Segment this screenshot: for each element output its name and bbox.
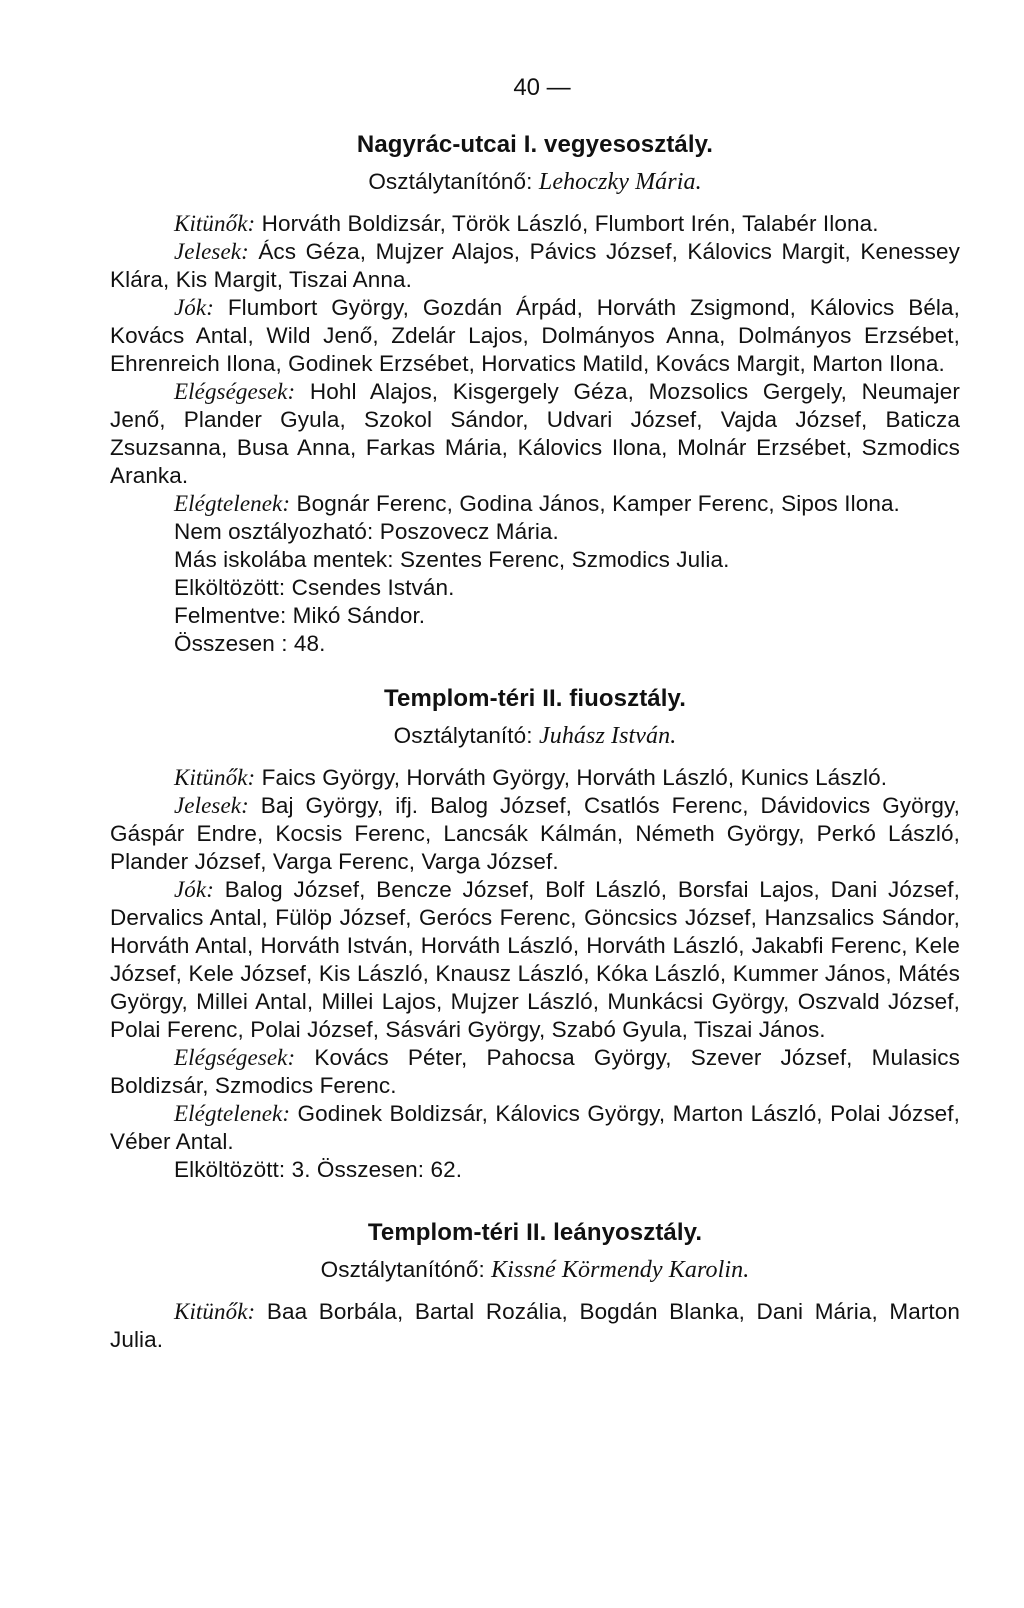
- jok-names: Balog József, Bencze József, Bolf László, Borsfai Lajos, Dani József, Dervalics Antal, Fülöp József, Gerócs Ferenc, Göncsics József, Hanzsalics Sándor, Horváth Antal, Horváth István, Horváth László, Horváth László, Jakabfi Ferenc, Kele József, Kele József, Kis László, Knausz László, Kóka László, Kummer János, Mátés György, Millei Antal, Millei Lajos, Mujzer László, Munkácsi György, Oszvald József, Polai Ferenc, Polai József, Sásvári György, Szabó Gyula, Tiszai János.: [110, 877, 960, 1042]
- page-number: 40 —: [513, 74, 571, 101]
- teacher-label: Osztálytanítónő:: [320, 1257, 485, 1282]
- kitunok-paragraph: [110, 210, 960, 238]
- kitunok-names: Baa Borbála, Bartal Rozália, Bogdán Blanka, Dani Mária, Marton Julia.: [110, 1299, 960, 1352]
- kitunok-names: Faics György, Horváth György, Horváth László, Kunics László.: [261, 765, 888, 790]
- jok-paragraph: [110, 294, 960, 378]
- class-section: [110, 130, 960, 658]
- elegsegesek-names: Kovács Péter, Pahocsa György, Szever József, Mulasics Boldizsár, Szmodics Ferenc.: [110, 1045, 960, 1098]
- jelesek-paragraph: [110, 238, 960, 294]
- elegsegesek-paragraph: [110, 378, 960, 490]
- kitunok-paragraph: [110, 764, 960, 792]
- nem-osztalyozhato-line: Nem osztályozható: Poszovecz Mária.: [174, 519, 559, 544]
- jelesek-names: Baj György, ifj. Balog József, Csatlós Ferenc, Dávidovics György, Gáspár Endre, Kocsis Ferenc, Lancsák Kálmán, Németh György, Perkó László, Plander József, Varga Ferenc, Varga József.: [110, 793, 960, 874]
- osszesen-line: Összesen : 48.: [174, 631, 326, 656]
- mas-iskolaba-line: Más iskolába mentek: Szentes Ferenc, Szmodics Julia.: [174, 547, 730, 572]
- jelesek-label: Jelesek:: [174, 793, 249, 818]
- teacher-name: Kissné Körmendy Karolin.: [491, 1257, 750, 1283]
- elegsegesek-label: Elégségesek:: [174, 1045, 296, 1070]
- elegsegesek-names: Hohl Alajos, Kisgergely Géza, Mozsolics Gergely, Neumajer Jenő, Plander Gyula, Szokol Sándor, Udvari József, Vajda József, Baticza Zsuzsanna, Busa Anna, Farkas Mária, Kálovics Ilona, Molnár Erzsébet, Szmodics Aranka.: [110, 379, 960, 488]
- jelesek-label: Jelesek:: [174, 239, 249, 264]
- elegsegesek-label: Elégségesek:: [174, 379, 296, 404]
- teacher-name: Lehoczky Mária.: [538, 169, 702, 195]
- jok-label: Jók:: [174, 295, 214, 320]
- jok-paragraph: [110, 876, 960, 1044]
- kitunok-label: Kitünők:: [174, 765, 256, 790]
- section-title: Templom-téri II. fiuosztály.: [384, 685, 686, 712]
- elkoltozott-line: Elköltözött: Csendes István.: [174, 575, 455, 600]
- page-body: [110, 130, 960, 1354]
- teacher-label: Osztálytanító:: [393, 723, 533, 748]
- jok-label: Jók:: [174, 877, 214, 902]
- kitunok-label: Kitünők:: [174, 1299, 256, 1324]
- section-title: Templom-téri II. leányosztály.: [367, 1219, 703, 1246]
- kitunok-label: Kitünők:: [174, 211, 256, 236]
- elegtelenek-label: Elégtelenek:: [174, 491, 291, 516]
- section-spacer: [110, 1184, 960, 1218]
- elegtelenek-label: Elégtelenek:: [174, 1101, 291, 1126]
- kitunok-paragraph: [110, 1298, 960, 1354]
- kitunok-names: Horváth Boldizsár, Török László, Flumbort Irén, Talabér Ilona.: [261, 211, 879, 236]
- felmentve-line: Felmentve: Mikó Sándor.: [174, 603, 426, 628]
- class-section: [110, 1218, 960, 1354]
- elegtelenek-names: Godinek Boldizsár, Kálovics György, Marton László, Polai József, Véber Antal.: [110, 1101, 960, 1154]
- section-title: Nagyrác-utcai I. vegyesosztály.: [356, 131, 714, 158]
- teacher-line: [110, 168, 960, 196]
- elkoltozott-osszesen-line: Elköltözött: 3. Összesen: 62.: [174, 1157, 463, 1182]
- teacher-line: [110, 1256, 960, 1284]
- teacher-label: Osztálytanítónő:: [368, 169, 533, 194]
- jelesek-paragraph: [110, 792, 960, 876]
- elegtelenek-names: Bognár Ferenc, Godina János, Kamper Ferenc, Sipos Ilona.: [296, 491, 900, 516]
- teacher-line: [110, 722, 960, 750]
- jok-names: Flumbort György, Gozdán Árpád, Horváth Zsigmond, Kálovics Béla, Kovács Antal, Wild Jenő, Zdelár Lajos, Dolmányos Anna, Dolmányos Erzsébet, Ehrenreich Ilona, Godinek Erzsébet, Horvatics Matild, Kovács Margit, Marton Ilona.: [110, 295, 960, 376]
- elegtelenek-paragraph: [110, 490, 960, 518]
- jelesek-names: Ács Géza, Mujzer Alajos, Pávics József, Kálovics Margit, Kenessey Klára, Kis Margit, Tiszai Anna.: [110, 239, 960, 292]
- section-spacer: [110, 658, 960, 684]
- class-section: [110, 684, 960, 1184]
- elegtelenek-paragraph: [110, 1100, 960, 1156]
- teacher-name: Juhász István.: [538, 723, 677, 749]
- elegsegesek-paragraph: [110, 1044, 960, 1100]
